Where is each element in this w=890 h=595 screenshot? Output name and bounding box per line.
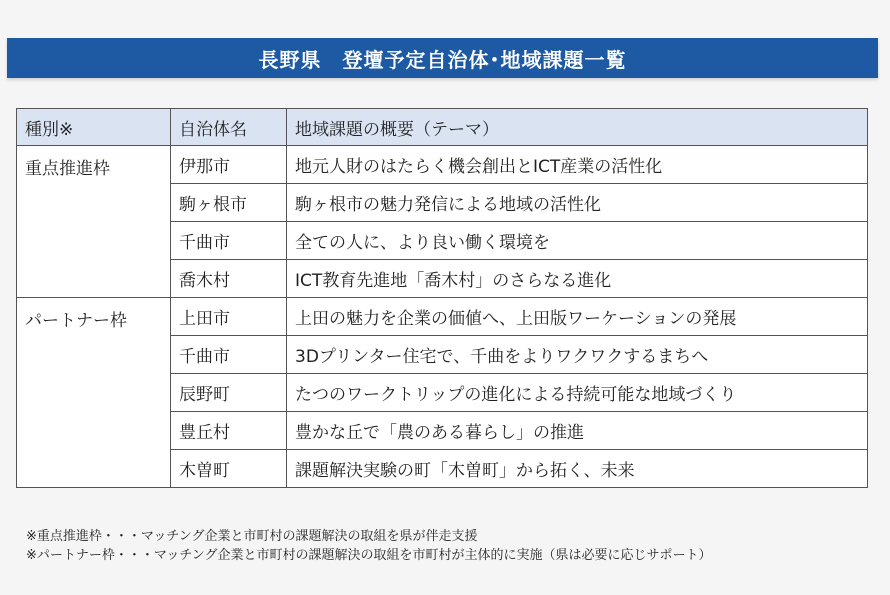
theme-cell: たつのワークトリップの進化による持続可能な地域づくり	[287, 374, 868, 412]
theme-cell: 上田の魅力を企業の価値へ、上田版ワーケーションの発展	[287, 298, 868, 336]
theme-cell: 地元人財のはたらく機会創出とICT産業の活性化	[287, 146, 868, 184]
theme-cell: 駒ヶ根市の魅力発信による地域の活性化	[287, 184, 868, 222]
header-municipality: 自治体名	[171, 109, 287, 146]
theme-cell: ICT教育先進地「喬木村」のさらなる進化	[287, 260, 868, 298]
municipality-cell: 木曽町	[171, 450, 287, 488]
footnote: ※パートナー枠・・・マッチング企業と市町村の課題解決の取組を市町村が主体的に実施（県は必要に応じサポート）	[26, 548, 712, 563]
category-cell: 重点推進枠	[17, 146, 171, 298]
municipality-cell: 千曲市	[171, 222, 287, 260]
theme-cell: 課題解決実験の町「木曽町」から拓く、未来	[287, 450, 868, 488]
municipality-cell: 千曲市	[171, 336, 287, 374]
title-bar	[7, 38, 878, 78]
theme-cell: 全ての人に、より良い働く環境を	[287, 222, 868, 260]
table-header-row	[17, 109, 868, 146]
theme-cell: 豊かな丘で「農のある暮らし」の推進	[287, 412, 868, 450]
footnotes	[26, 527, 711, 565]
page-title: 長野県 登壇予定自治体･地域課題一覧	[258, 47, 627, 72]
table-row	[17, 298, 868, 336]
municipality-cell: 伊那市	[171, 146, 287, 184]
municipality-cell: 豊丘村	[171, 412, 287, 450]
municipality-cell: 駒ヶ根市	[171, 184, 287, 222]
footnote: ※重点推進枠・・・マッチング企業と市町村の課題解決の取組を県が伴走支援	[26, 529, 478, 544]
header-category: 種別※	[17, 109, 171, 146]
header-theme: 地域課題の概要（テーマ）	[287, 109, 868, 146]
category-cell: パートナー枠	[17, 298, 171, 488]
theme-cell: 3Dプリンター住宅で、千曲をよりワクワクするまちへ	[287, 336, 868, 374]
municipality-cell: 喬木村	[171, 260, 287, 298]
municipality-cell: 辰野町	[171, 374, 287, 412]
municipality-table	[16, 108, 868, 488]
municipality-cell: 上田市	[171, 298, 287, 336]
table-row	[17, 146, 868, 184]
